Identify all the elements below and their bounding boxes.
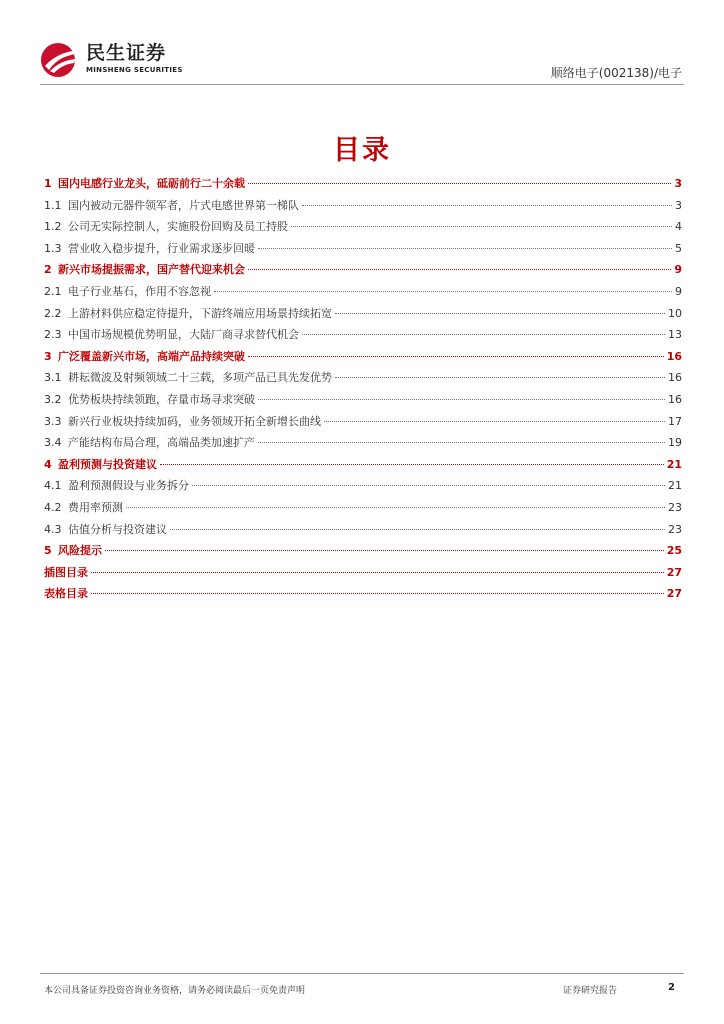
- toc-dot-leader: [302, 205, 672, 206]
- toc-entry-page: 25: [666, 544, 682, 558]
- toc-entry-label: 公司无实际控制人，实施股份回购及员工持股: [68, 220, 288, 234]
- toc-entry-number: 4.3: [44, 522, 62, 536]
- document-reference: 顺络电子(002138)/电子: [550, 66, 682, 80]
- toc-entry-label: 上游材料供应稳定待提升，下游终端应用场景持续拓宽: [68, 306, 332, 320]
- toc-entry-number: 2.1: [44, 284, 62, 298]
- toc-dot-leader: [248, 269, 671, 270]
- toc-entry[interactable]: [44, 411, 682, 433]
- toc-entry[interactable]: [44, 475, 682, 497]
- toc-entry-label: 国内被动元器件领军者，片式电感世界第一梯队: [68, 198, 299, 212]
- toc-entry-page: 17: [668, 414, 682, 428]
- toc-entry-page: 3: [674, 177, 682, 190]
- toc-dot-leader: [248, 183, 671, 184]
- logo-english-name: MINSHENG SECURITIES: [86, 66, 183, 74]
- header-divider: [40, 84, 684, 85]
- toc-entry-label: 估值分析与投资建议: [68, 522, 167, 536]
- toc-entry[interactable]: [44, 303, 682, 325]
- toc-entry-page: 3: [675, 198, 682, 212]
- toc-entry-label: 新兴行业板块持续加码，业务领域开拓全新增长曲线: [68, 414, 321, 428]
- footer-divider: [40, 973, 684, 974]
- toc-entry-label: 新兴市场提振需求，国产替代迎来机会: [58, 263, 245, 277]
- logo-chinese-name: 民生证券: [86, 42, 167, 64]
- toc-dot-leader: [126, 507, 665, 508]
- toc-entry-page: 19: [668, 436, 682, 450]
- toc-entry-page: 9: [674, 263, 682, 277]
- toc-entry[interactable]: [44, 454, 682, 476]
- toc-entry-number: 5: [44, 544, 52, 558]
- toc-entry-page: 16: [668, 371, 682, 385]
- toc-entry[interactable]: [44, 583, 682, 605]
- toc-entry-number: 3: [44, 349, 52, 363]
- toc-entry-label: 国内电感行业龙头，砥砺前行二十余载: [58, 177, 245, 190]
- toc-entry[interactable]: [44, 346, 682, 368]
- toc-entry-label: 费用率预测: [68, 500, 123, 514]
- toc-entry[interactable]: [44, 281, 682, 303]
- toc-entry-page: 21: [668, 479, 682, 493]
- toc-entry-label: 优势板块持续领跑，存量市场寻求突破: [68, 392, 255, 406]
- toc-entry-number: 4.1: [44, 479, 62, 493]
- toc-entry[interactable]: [44, 216, 682, 238]
- toc-dot-leader: [91, 572, 664, 573]
- toc-entry-label: 电子行业基石，作用不容忽视: [68, 284, 211, 298]
- toc-entry-page: 5: [675, 241, 682, 255]
- minsheng-logo-icon: [40, 42, 80, 78]
- toc-entry-number: 3.3: [44, 414, 62, 428]
- toc-entry-page: 23: [668, 522, 682, 536]
- toc-dot-leader: [291, 226, 672, 227]
- toc-entry-number: 4.2: [44, 500, 62, 514]
- toc-dot-leader: [170, 529, 665, 530]
- toc-entry-number: 1.3: [44, 241, 62, 255]
- toc-dot-leader: [258, 399, 665, 400]
- toc-entry-label: 表格目录: [44, 587, 88, 601]
- toc-entry-label: 营业收入稳步提升，行业需求逐步回暖: [68, 241, 255, 255]
- toc-entry-number: 1.2: [44, 220, 62, 234]
- company-logo: [40, 40, 183, 78]
- toc-entry[interactable]: [44, 540, 682, 562]
- toc-entry-page: 16: [666, 349, 682, 363]
- toc-entry[interactable]: [44, 259, 682, 281]
- toc-dot-leader: [324, 421, 665, 422]
- toc-entry-label: 盈利预测与投资建议: [58, 457, 157, 471]
- toc-entry-number: 3.4: [44, 436, 62, 450]
- toc-entry[interactable]: [44, 519, 682, 541]
- toc-entry-page: 27: [666, 587, 682, 601]
- toc-entry-number: 3.1: [44, 371, 62, 385]
- toc-entry-label: 插图目录: [44, 565, 88, 579]
- toc-dot-leader: [160, 464, 664, 465]
- toc-entry-page: 4: [675, 220, 682, 234]
- toc-dot-leader: [192, 485, 665, 486]
- toc-entry-page: 21: [666, 457, 682, 471]
- footer-report-type: 证券研究报告: [563, 986, 618, 996]
- toc-entry-page: 16: [668, 392, 682, 406]
- page-header: [0, 0, 724, 86]
- toc-entry-page: 27: [666, 565, 682, 579]
- table-of-contents: [44, 173, 682, 605]
- toc-dot-leader: [214, 291, 672, 292]
- toc-entry-page: 9: [675, 284, 682, 298]
- toc-entry-page: 13: [668, 328, 682, 342]
- footer-disclaimer: 本公司具备证券投资咨询业务资格，请务必阅读最后一页免责声明: [44, 986, 306, 996]
- toc-title: 目录: [333, 135, 391, 166]
- toc-entry[interactable]: [44, 173, 682, 195]
- toc-entry-number: 3.2: [44, 392, 62, 406]
- toc-entry-number: 4: [44, 457, 52, 471]
- toc-entry-label: 中国市场规模优势明显，大陆厂商寻求替代机会: [68, 328, 299, 342]
- toc-entry-page: 23: [668, 500, 682, 514]
- toc-entry-number: 2: [44, 263, 52, 277]
- toc-entry[interactable]: [44, 497, 682, 519]
- toc-entry[interactable]: [44, 389, 682, 411]
- toc-entry[interactable]: [44, 238, 682, 260]
- toc-entry-number: 1.1: [44, 198, 62, 212]
- toc-entry-number: 2.3: [44, 328, 62, 342]
- toc-entry[interactable]: [44, 324, 682, 346]
- toc-dot-leader: [248, 356, 664, 357]
- toc-entry-label: 广泛覆盖新兴市场，高端产品持续突破: [58, 349, 245, 363]
- toc-dot-leader: [91, 593, 664, 594]
- toc-entry[interactable]: [44, 432, 682, 454]
- toc-entry[interactable]: [44, 562, 682, 584]
- toc-dot-leader: [302, 334, 665, 335]
- toc-entry[interactable]: [44, 195, 682, 217]
- toc-dot-leader: [335, 377, 665, 378]
- toc-dot-leader: [335, 313, 665, 314]
- page-number: 2: [668, 982, 675, 993]
- toc-entry-label: 耕耘微波及射频领域二十三载，多项产品已具先发优势: [68, 371, 332, 385]
- toc-entry-label: 产能结构布局合理，高端品类加速扩产: [68, 436, 255, 450]
- toc-dot-leader: [258, 248, 672, 249]
- toc-entry-number: 1: [44, 177, 52, 190]
- toc-entry-label: 盈利预测假设与业务拆分: [68, 479, 189, 493]
- toc-dot-leader: [258, 442, 665, 443]
- toc-entry[interactable]: [44, 367, 682, 389]
- toc-dot-leader: [105, 550, 664, 551]
- toc-entry-number: 2.2: [44, 306, 62, 320]
- toc-entry-label: 风险提示: [58, 544, 102, 558]
- toc-entry-page: 10: [668, 306, 682, 320]
